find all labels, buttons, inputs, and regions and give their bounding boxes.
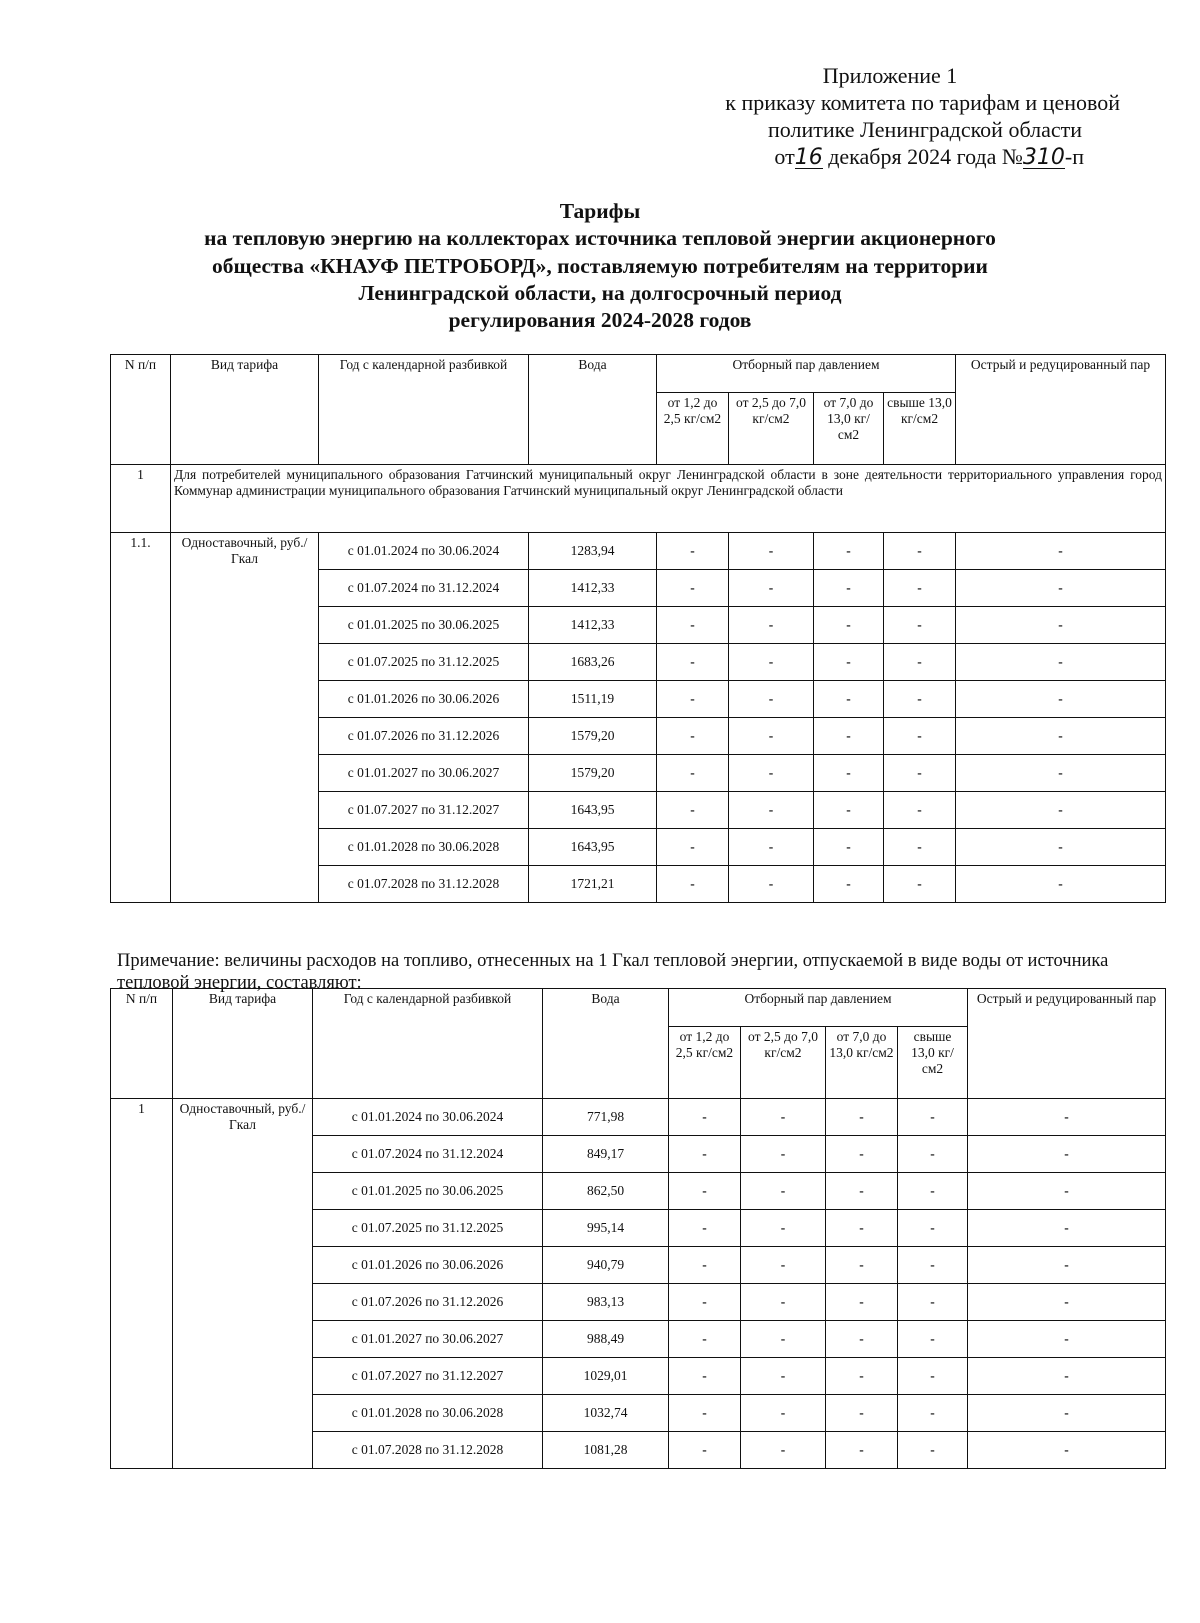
col-header-steam-3: от 7,0 до 13,0 кг/см2 [814,393,884,465]
empty-value-dash: - [968,1358,1166,1395]
period-cell: с 01.01.2024 по 30.06.2024 [319,533,529,570]
period-cell: с 01.01.2025 по 30.06.2025 [313,1173,543,1210]
col-header-type: Вид тарифа [171,355,319,465]
period-cell: с 01.01.2024 по 30.06.2024 [313,1099,543,1136]
empty-value-dash: - [814,718,884,755]
water-value: 1511,19 [529,681,657,718]
empty-value-dash: - [956,533,1166,570]
empty-value-dash: - [729,718,814,755]
empty-value-dash: - [741,1284,826,1321]
col-header-steam-4: свыше 13,0 кг/см2 [884,393,956,465]
empty-value-dash: - [826,1395,898,1432]
date-middle: декабря 2024 года № [828,144,1023,169]
title-line-4: Ленинградской области, на долгосрочный период [358,280,842,305]
empty-value-dash: - [884,533,956,570]
row-number: 1.1. [111,533,171,903]
empty-value-dash: - [729,607,814,644]
period-cell: с 01.07.2024 по 31.12.2024 [319,570,529,607]
empty-value-dash: - [657,866,729,903]
empty-value-dash: - [956,755,1166,792]
col2-header-water: Вода [543,989,669,1099]
water-value: 1412,33 [529,570,657,607]
empty-value-dash: - [956,718,1166,755]
empty-value-dash: - [814,866,884,903]
empty-value-dash: - [657,570,729,607]
empty-value-dash: - [669,1358,741,1395]
empty-value-dash: - [884,792,956,829]
water-value: 983,13 [543,1284,669,1321]
col2-header-n: N п/п [111,989,173,1099]
water-value: 1412,33 [529,607,657,644]
empty-value-dash: - [669,1432,741,1469]
col2-header-year: Год с календарной разбивкой [313,989,543,1099]
empty-value-dash: - [669,1284,741,1321]
empty-value-dash: - [884,866,956,903]
empty-value-dash: - [826,1284,898,1321]
water-value: 849,17 [543,1136,669,1173]
empty-value-dash: - [657,755,729,792]
group-description: Для потребителей муниципального образования Гатчинский муниципальный округ Ленинградской области в зоне деятельности территориального управления город Коммунар администрации муниципального образования Гатчинский муниципальный округ Ленинградской области [171,465,1166,533]
water-value: 862,50 [543,1173,669,1210]
water-value: 995,14 [543,1210,669,1247]
empty-value-dash: - [956,607,1166,644]
water-value: 1579,20 [529,718,657,755]
empty-value-dash: - [898,1358,968,1395]
header-line-3: политике Ленинградской области [767,117,1082,142]
empty-value-dash: - [669,1099,741,1136]
empty-value-dash: - [669,1136,741,1173]
period-cell: с 01.07.2028 по 31.12.2028 [319,866,529,903]
empty-value-dash: - [968,1247,1166,1284]
empty-value-dash: - [814,607,884,644]
empty-value-dash: - [968,1395,1166,1432]
empty-value-dash: - [956,681,1166,718]
empty-value-dash: - [657,718,729,755]
handwritten-day: 16 [794,145,823,170]
empty-value-dash: - [741,1395,826,1432]
header-date-line [600,143,1120,170]
empty-value-dash: - [729,792,814,829]
water-value: 771,98 [543,1099,669,1136]
empty-value-dash: - [729,570,814,607]
col2-header-steam: Отборный пар давлением [669,989,968,1027]
empty-value-dash: - [729,866,814,903]
period-cell: с 01.07.2025 по 31.12.2025 [319,644,529,681]
empty-value-dash: - [884,607,956,644]
empty-value-dash: - [814,644,884,681]
empty-value-dash: - [898,1321,968,1358]
empty-value-dash: - [669,1247,741,1284]
col-header-year: Год с календарной разбивкой [319,355,529,465]
empty-value-dash: - [741,1173,826,1210]
empty-value-dash: - [741,1247,826,1284]
empty-value-dash: - [898,1210,968,1247]
empty-value-dash: - [741,1136,826,1173]
water-value: 1579,20 [529,755,657,792]
period-cell: с 01.07.2028 по 31.12.2028 [313,1432,543,1469]
empty-value-dash: - [968,1284,1166,1321]
water-value: 1283,94 [529,533,657,570]
title-line-3: общества «КНАУФ ПЕТРОБОРД», поставляемую потребителям на территории [212,253,988,278]
empty-value-dash: - [729,829,814,866]
empty-value-dash: - [898,1284,968,1321]
period-cell: с 01.01.2028 по 30.06.2028 [313,1395,543,1432]
period-cell: с 01.07.2027 по 31.12.2027 [319,792,529,829]
period-cell: с 01.01.2027 по 30.06.2027 [313,1321,543,1358]
col-header-water: Вода [529,355,657,465]
empty-value-dash: - [968,1210,1166,1247]
water-value: 988,49 [543,1321,669,1358]
period-cell: с 01.01.2026 по 30.06.2026 [313,1247,543,1284]
table-row [111,1099,1166,1136]
empty-value-dash: - [729,533,814,570]
empty-value-dash: - [826,1247,898,1284]
col-header-steam-2: от 2,5 до 7,0 кг/см2 [729,393,814,465]
col2-header-steam-4: свыше 13,0 кг/см2 [898,1027,968,1099]
empty-value-dash: - [814,570,884,607]
empty-value-dash: - [968,1173,1166,1210]
row-number: 1 [111,1099,173,1469]
col-header-steam: Отборный пар давлением [657,355,956,393]
empty-value-dash: - [657,829,729,866]
empty-value-dash: - [814,533,884,570]
date-prefix: от [774,144,795,169]
water-value: 1643,95 [529,829,657,866]
empty-value-dash: - [669,1321,741,1358]
empty-value-dash: - [956,866,1166,903]
empty-value-dash: - [657,681,729,718]
col2-header-sharp: Острый и редуцированный пар [968,989,1166,1099]
empty-value-dash: - [884,644,956,681]
water-value: 1643,95 [529,792,657,829]
date-suffix: -п [1064,144,1084,169]
empty-value-dash: - [814,755,884,792]
empty-value-dash: - [826,1210,898,1247]
empty-value-dash: - [741,1099,826,1136]
title-line-1: Тарифы [559,199,641,223]
table-row [111,533,1166,570]
empty-value-dash: - [956,829,1166,866]
empty-value-dash: - [741,1210,826,1247]
water-value: 1683,26 [529,644,657,681]
empty-value-dash: - [669,1395,741,1432]
col2-header-steam-3: от 7,0 до 13,0 кг/см2 [826,1027,898,1099]
period-cell: с 01.07.2026 по 31.12.2026 [313,1284,543,1321]
title-line-5: регулирования 2024-2028 годов [448,308,752,333]
period-cell: с 01.07.2027 по 31.12.2027 [313,1358,543,1395]
empty-value-dash: - [814,829,884,866]
empty-value-dash: - [884,755,956,792]
empty-value-dash: - [898,1136,968,1173]
empty-value-dash: - [741,1321,826,1358]
empty-value-dash: - [826,1321,898,1358]
empty-value-dash: - [968,1136,1166,1173]
empty-value-dash: - [657,644,729,681]
empty-value-dash: - [669,1210,741,1247]
period-cell: с 01.07.2026 по 31.12.2026 [319,718,529,755]
empty-value-dash: - [814,681,884,718]
empty-value-dash: - [956,792,1166,829]
period-cell: с 01.01.2025 по 30.06.2025 [319,607,529,644]
empty-value-dash: - [729,681,814,718]
col-header-sharp: Острый и редуцированный пар [956,355,1166,465]
empty-value-dash: - [669,1173,741,1210]
appendix-header [600,62,1120,170]
group-number: 1 [111,465,171,533]
empty-value-dash: - [657,792,729,829]
period-cell: с 01.01.2028 по 30.06.2028 [319,829,529,866]
empty-value-dash: - [729,644,814,681]
empty-value-dash: - [968,1099,1166,1136]
period-cell: с 01.01.2027 по 30.06.2027 [319,755,529,792]
tariff-table [110,354,1166,903]
empty-value-dash: - [741,1358,826,1395]
col2-header-steam-2: от 2,5 до 7,0 кг/см2 [741,1027,826,1099]
empty-value-dash: - [884,681,956,718]
handwritten-order-number: 310 [1022,145,1065,170]
empty-value-dash: - [968,1321,1166,1358]
tariff-type: Одноставочный, руб./Гкал [171,533,319,903]
empty-value-dash: - [884,570,956,607]
period-cell: с 01.07.2025 по 31.12.2025 [313,1210,543,1247]
empty-value-dash: - [814,792,884,829]
empty-value-dash: - [741,1432,826,1469]
empty-value-dash: - [898,1099,968,1136]
empty-value-dash: - [956,644,1166,681]
col2-header-steam-1: от 1,2 до 2,5 кг/см2 [669,1027,741,1099]
empty-value-dash: - [898,1173,968,1210]
empty-value-dash: - [826,1358,898,1395]
header-line-1: Приложение 1 [822,63,958,88]
empty-value-dash: - [898,1247,968,1284]
col-header-steam-1: от 1,2 до 2,5 кг/см2 [657,393,729,465]
period-cell: с 01.01.2026 по 30.06.2026 [319,681,529,718]
empty-value-dash: - [657,533,729,570]
document-title [140,198,1060,334]
empty-value-dash: - [657,607,729,644]
water-value: 940,79 [543,1247,669,1284]
col-header-n: N п/п [111,355,171,465]
empty-value-dash: - [898,1432,968,1469]
fuel-consumption-table [110,988,1166,1469]
tariff-type: Одноставочный, руб./Гкал [173,1099,313,1469]
empty-value-dash: - [826,1099,898,1136]
water-value: 1721,21 [529,866,657,903]
water-value: 1029,01 [543,1358,669,1395]
empty-value-dash: - [826,1432,898,1469]
water-value: 1032,74 [543,1395,669,1432]
empty-value-dash: - [968,1432,1166,1469]
empty-value-dash: - [729,755,814,792]
empty-value-dash: - [826,1136,898,1173]
empty-value-dash: - [956,570,1166,607]
empty-value-dash: - [826,1173,898,1210]
note-text: Примечание: величины расходов на топливо, отнесенных на 1 Гкал тепловой энергии, отпускаемой в виде воды от источника тепловой энергии, составляют: [117,951,1109,993]
empty-value-dash: - [884,829,956,866]
col2-header-type: Вид тарифа [173,989,313,1099]
period-cell: с 01.07.2024 по 31.12.2024 [313,1136,543,1173]
empty-value-dash: - [898,1395,968,1432]
empty-value-dash: - [884,718,956,755]
water-value: 1081,28 [543,1432,669,1469]
header-line-2: к приказу комитета по тарифам и ценовой [725,90,1120,115]
title-line-2: на тепловую энергию на коллекторах источника тепловой энергии акционерного [204,226,996,251]
